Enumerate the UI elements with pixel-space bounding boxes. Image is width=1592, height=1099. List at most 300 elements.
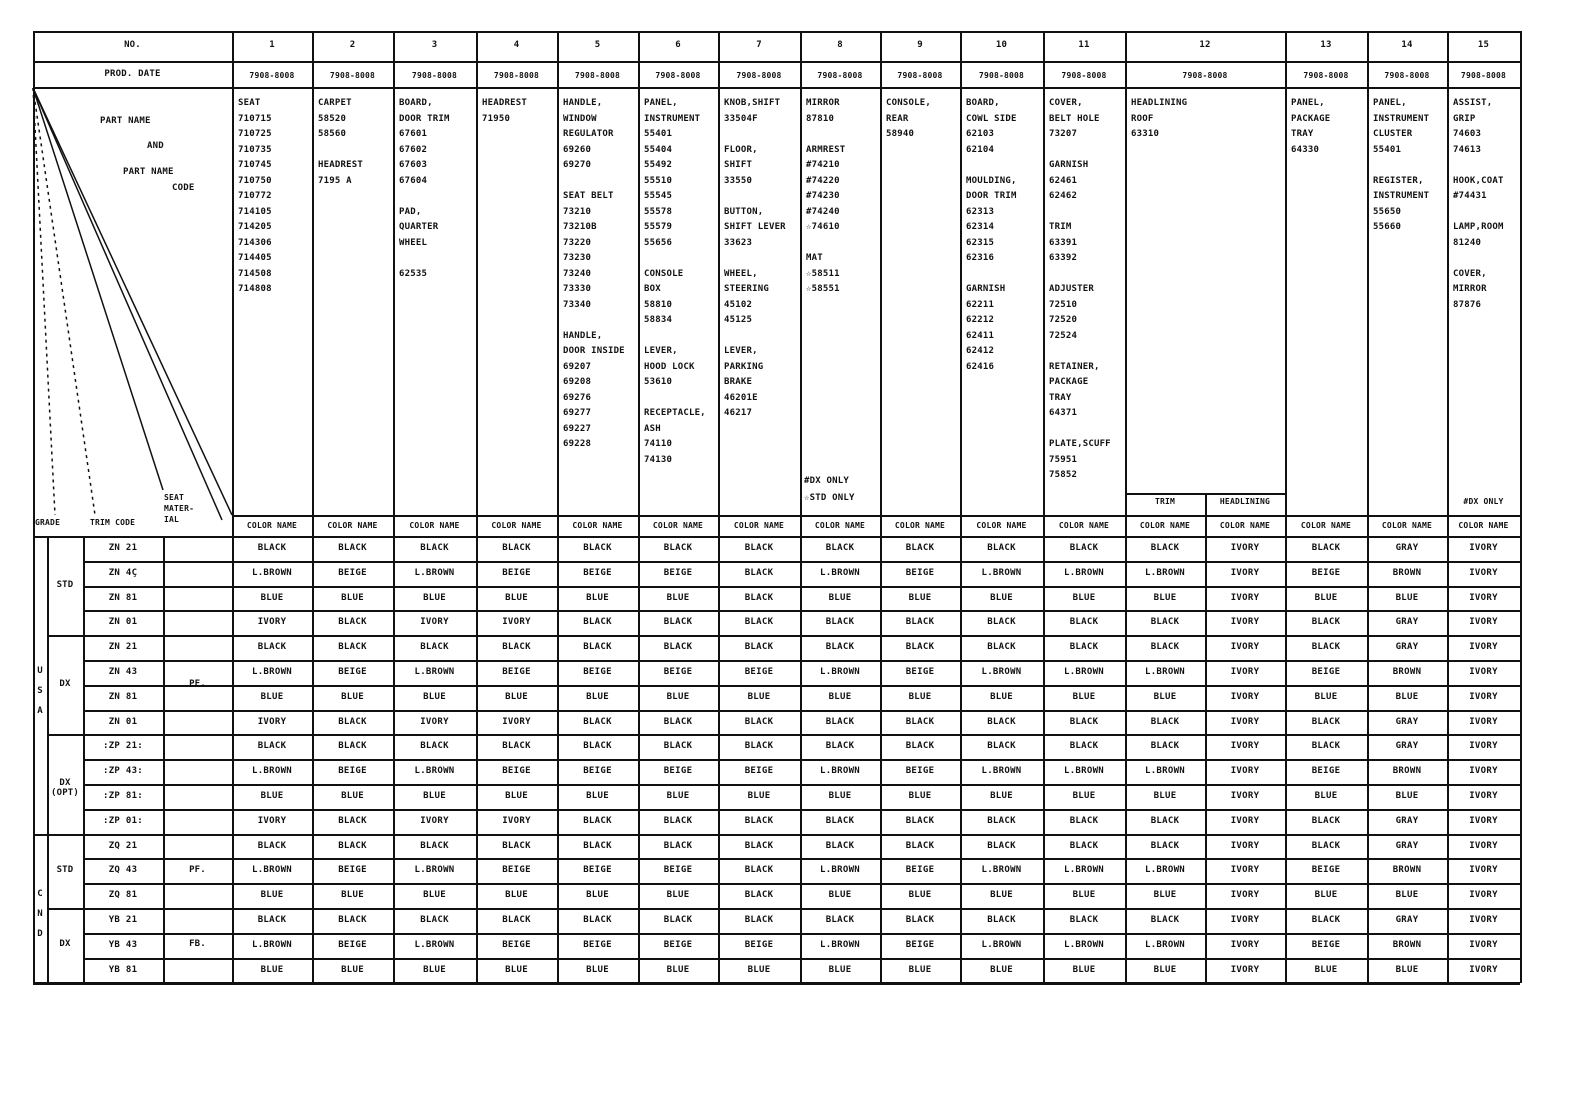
color-cell: BEIGE xyxy=(338,865,367,875)
part-entry: 55510 xyxy=(644,175,673,186)
color-cell: BLACK xyxy=(825,741,855,751)
color-cell: GRAY xyxy=(1395,816,1419,826)
part-entry: 710745 xyxy=(238,160,272,170)
color-cell: BLUE xyxy=(828,890,852,900)
color-cell: BLUE xyxy=(260,890,284,900)
part-entry: 55660 xyxy=(1373,222,1402,232)
column-prod-date: 7908-8008 xyxy=(1182,71,1228,80)
color-cell: BEIGE xyxy=(905,766,935,776)
part-entry: 73340 xyxy=(563,299,592,310)
color-cell: BLACK xyxy=(744,890,774,900)
part-entry: 55492 xyxy=(644,160,673,170)
part-entry: 67601 xyxy=(399,129,428,139)
grade-label: GRADE xyxy=(35,518,61,527)
color-name-label: COLOR NAME xyxy=(491,521,542,530)
color-cell: BLUE xyxy=(1395,692,1419,702)
color-cell: BLACK xyxy=(987,741,1016,751)
trim-code: ZQ 43 xyxy=(108,865,138,875)
part-entry: QUARTER xyxy=(399,222,439,232)
part-entry: DOOR TRIM xyxy=(966,191,1017,201)
column-number: 7 xyxy=(756,40,762,50)
color-cell: BLUE xyxy=(666,965,690,975)
row-line xyxy=(83,660,1520,662)
part-entry: BOARD, xyxy=(966,98,1000,108)
color-cell: BLACK xyxy=(1150,915,1180,925)
color-cell: BLUE xyxy=(260,593,284,603)
column-number: 11 xyxy=(1078,40,1090,50)
color-cell: BLACK xyxy=(583,741,612,751)
color-cell: BROWN xyxy=(1392,940,1422,950)
column-prod-date: 7908-8008 xyxy=(655,71,701,80)
color-name-label: COLOR NAME xyxy=(409,521,460,530)
color-cell: L.BROWN xyxy=(251,940,293,950)
row-line xyxy=(83,586,1520,588)
color-cell: BLACK xyxy=(1311,717,1341,727)
part-entry: 74130 xyxy=(644,454,673,465)
color-cell: BLUE xyxy=(260,791,284,801)
part-entry: 69260 xyxy=(563,144,592,155)
color-cell: BLUE xyxy=(1395,890,1419,900)
part-entry: 62416 xyxy=(966,361,995,372)
color-cell: BLACK xyxy=(905,816,935,826)
row-line xyxy=(83,734,1520,736)
color-cell: IVORY xyxy=(1230,890,1260,900)
color-cell: BEIGE xyxy=(583,940,612,950)
color-cell: BLUE xyxy=(505,890,528,900)
color-cell: L.BROWN xyxy=(981,667,1022,677)
part-entry: LEVER, xyxy=(724,346,758,356)
part-name-line4: CODE xyxy=(172,183,195,193)
part-entry: 73240 xyxy=(563,268,592,279)
part-entry: PACKAGE xyxy=(1291,113,1331,124)
color-cell: IVORY xyxy=(1469,642,1498,652)
row-line xyxy=(83,834,1520,836)
part-entry: 62313 xyxy=(966,206,995,217)
color-cell: L.BROWN xyxy=(981,568,1022,578)
color-cell: BLUE xyxy=(1072,890,1096,900)
part-entry: 69227 xyxy=(563,423,592,434)
column-number: 1 xyxy=(269,40,275,50)
diagonal-line xyxy=(33,88,55,515)
color-cell: BLUE xyxy=(1395,791,1419,801)
column-note: #DX ONLY xyxy=(804,476,849,486)
color-cell: BLACK xyxy=(583,642,612,652)
color-cell: BLACK xyxy=(257,642,287,652)
color-cell: BLACK xyxy=(744,568,774,578)
color-cell: BLACK xyxy=(663,717,693,727)
color-cell: BEIGE xyxy=(744,940,774,950)
color-cell: BLACK xyxy=(502,741,531,751)
part-entry: ARMREST xyxy=(806,144,846,155)
color-cell: BLUE xyxy=(1153,965,1177,975)
part-entry: TRIM xyxy=(1049,222,1072,232)
color-cell: BLUE xyxy=(586,791,609,801)
color-cell: IVORY xyxy=(502,717,531,727)
part-entry: 58834 xyxy=(644,315,673,325)
color-cell: IVORY xyxy=(1469,766,1498,776)
part-entry: 73220 xyxy=(563,237,592,248)
part-entry: ASSIST, xyxy=(1453,98,1493,108)
trim-code: ZN 21 xyxy=(108,642,138,652)
color-cell: IVORY xyxy=(257,717,287,727)
color-cell: BLUE xyxy=(990,593,1013,603)
part-entry: 62316 xyxy=(966,253,995,263)
part-entry: GARNISH xyxy=(966,284,1006,294)
column-prod-date: 7908-8008 xyxy=(817,71,863,80)
color-cell: IVORY xyxy=(1469,965,1498,975)
color-cell: BLACK xyxy=(744,741,774,751)
part-entry: MIRROR xyxy=(806,98,840,108)
color-cell: L.BROWN xyxy=(251,865,293,875)
part-entry: 710735 xyxy=(238,144,272,155)
color-cell: BROWN xyxy=(1392,568,1422,578)
color-cell: BLACK xyxy=(420,543,449,553)
row-line xyxy=(83,784,1520,786)
part-entry: COVER, xyxy=(1453,268,1487,279)
row-line xyxy=(83,858,1520,860)
column-number: 8 xyxy=(837,40,843,50)
color-cell: BLACK xyxy=(502,915,531,925)
color-cell: GRAY xyxy=(1395,642,1419,652)
part-entry: 72520 xyxy=(1049,315,1078,325)
color-cell: BEIGE xyxy=(338,568,367,578)
color-cell: BLACK xyxy=(338,915,367,925)
part-entry: #74431 xyxy=(1453,191,1487,201)
color-name-label: COLOR NAME xyxy=(246,521,298,530)
color-cell: BLACK xyxy=(338,816,367,826)
color-cell: BLUE xyxy=(423,965,446,975)
column-number: 15 xyxy=(1477,40,1490,50)
color-cell: IVORY xyxy=(420,617,449,627)
part-entry: BELT HOLE xyxy=(1049,113,1100,124)
color-cell: BEIGE xyxy=(583,865,612,875)
color-cell: BLACK xyxy=(257,741,287,751)
color-cell: L.BROWN xyxy=(819,940,861,950)
color-cell: BLUE xyxy=(990,791,1013,801)
part-entry: ASH xyxy=(644,423,661,434)
part-entry: 45125 xyxy=(724,315,753,325)
part-entry: 67602 xyxy=(399,144,428,155)
part-entry: CLUSTER xyxy=(1373,129,1413,139)
row-line xyxy=(83,958,1520,960)
color-cell: BLUE xyxy=(260,965,284,975)
part-entry: 62412 xyxy=(966,346,995,356)
color-cell: BLUE xyxy=(341,593,364,603)
part-entry: 69228 xyxy=(563,439,592,449)
color-cell: BLACK xyxy=(825,841,855,851)
diagonal-line xyxy=(33,88,95,515)
color-cell: BEIGE xyxy=(583,667,612,677)
color-cell: BLACK xyxy=(1311,915,1341,925)
color-cell: BLUE xyxy=(828,593,852,603)
part-entry: CONSOLE xyxy=(644,268,684,279)
part-entry: SEAT xyxy=(238,98,261,108)
color-cell: BLUE xyxy=(666,692,690,702)
part-entry: #74240 xyxy=(806,206,840,217)
part-name-line3: PART NAME xyxy=(123,167,174,177)
part-entry: 62411 xyxy=(966,330,995,341)
color-cell: IVORY xyxy=(420,816,449,826)
color-cell: BLACK xyxy=(663,642,693,652)
color-name-label: COLOR NAME xyxy=(327,521,378,530)
color-cell: BLACK xyxy=(583,841,612,851)
color-cell: IVORY xyxy=(257,617,287,627)
color-cell: BLACK xyxy=(257,841,287,851)
part-entry: ADJUSTER xyxy=(1049,284,1094,294)
part-entry: GRIP xyxy=(1453,113,1476,124)
color-cell: L.BROWN xyxy=(414,568,455,578)
grade-group-line xyxy=(47,635,83,637)
no-label: NO. xyxy=(124,40,141,50)
color-cell: L.BROWN xyxy=(414,667,455,677)
part-entry: 45102 xyxy=(724,299,753,310)
color-cell: BLUE xyxy=(341,890,364,900)
part-entry: REAR xyxy=(886,113,909,124)
color-cell: BLACK xyxy=(1311,642,1341,652)
color-cell: BLACK xyxy=(825,617,855,627)
color-cell: BLACK xyxy=(1311,816,1341,826)
part-entry: LEVER, xyxy=(644,346,678,356)
part-entry: HANDLE, xyxy=(563,98,603,108)
color-cell: BEIGE xyxy=(1311,940,1341,950)
part-entry: 62461 xyxy=(1049,175,1078,186)
column-note: ☆STD ONLY xyxy=(804,493,855,503)
color-cell: BLUE xyxy=(1314,593,1338,603)
diagonal-line xyxy=(33,88,163,490)
trim-code: YB 81 xyxy=(108,965,138,975)
grade-label-cell: STD xyxy=(56,865,74,875)
color-cell: BLUE xyxy=(505,692,528,702)
color-cell: BEIGE xyxy=(663,865,693,875)
color-cell: BLUE xyxy=(990,890,1013,900)
color-cell: BLUE xyxy=(586,890,609,900)
part-entry: 710772 xyxy=(238,191,272,201)
color-cell: BLACK xyxy=(338,642,367,652)
part-entry: HEADLINING xyxy=(1131,98,1188,108)
color-cell: BLACK xyxy=(420,642,449,652)
part-entry: COWL SIDE xyxy=(966,113,1017,124)
color-cell: BLACK xyxy=(1069,543,1099,553)
part-entry: ROOF xyxy=(1131,113,1154,124)
color-cell: BLACK xyxy=(583,617,612,627)
part-entry: PANEL, xyxy=(644,98,678,108)
color-cell: L.BROWN xyxy=(1144,940,1186,950)
part-entry: 87876 xyxy=(1453,299,1482,310)
grade-label-cell: DX (OPT) xyxy=(50,778,80,798)
trim-code: ZN 01 xyxy=(108,617,138,627)
part-entry: 55656 xyxy=(644,237,673,248)
color-cell: IVORY xyxy=(1230,940,1260,950)
color-cell: BLUE xyxy=(747,791,771,801)
color-cell: BLACK xyxy=(987,617,1016,627)
color-cell: BLACK xyxy=(744,642,774,652)
row-line xyxy=(83,759,1520,761)
color-cell: IVORY xyxy=(1230,865,1260,875)
part-entry: BUTTON, xyxy=(724,206,764,217)
color-cell: BEIGE xyxy=(338,667,367,677)
column-prod-date: 7908-8008 xyxy=(574,71,621,80)
column-number: 6 xyxy=(675,40,681,50)
part-entry: PAD, xyxy=(399,206,422,217)
part-entry: 33550 xyxy=(724,175,753,186)
color-cell: BLACK xyxy=(905,617,935,627)
color-cell: BLACK xyxy=(744,915,774,925)
color-cell: BLACK xyxy=(420,841,449,851)
column-prod-date: 7908-8008 xyxy=(1460,71,1507,80)
part-entry: 714808 xyxy=(238,284,272,294)
trim-code: YB 21 xyxy=(108,915,138,925)
grade-label-cell: DX xyxy=(59,679,71,689)
part-entry: 73207 xyxy=(1049,129,1078,139)
color-cell: BLUE xyxy=(586,692,609,702)
part-entry: 62211 xyxy=(966,299,995,310)
color-cell: BLUE xyxy=(260,692,284,702)
column-prod-date: 7908-8008 xyxy=(978,71,1025,80)
part-entry: HEADREST xyxy=(482,98,527,108)
color-cell: BEIGE xyxy=(663,667,693,677)
part-entry: 46201E xyxy=(724,392,758,403)
color-cell: BLUE xyxy=(1314,692,1338,702)
part-entry: 71950 xyxy=(482,113,511,124)
trim-code: ZN 43 xyxy=(108,667,138,677)
part-entry: BOX xyxy=(644,284,661,294)
part-entry: 46217 xyxy=(724,408,753,418)
color-cell: BLACK xyxy=(1311,543,1341,553)
color-cell: BLACK xyxy=(1150,816,1180,826)
color-cell: BLUE xyxy=(908,791,932,801)
color-cell: BLACK xyxy=(744,543,774,553)
color-cell: IVORY xyxy=(1230,642,1260,652)
part-entry: PLATE,SCUFF xyxy=(1049,439,1111,449)
part-entry: #74220 xyxy=(806,175,840,186)
color-cell: GRAY xyxy=(1395,617,1419,627)
color-cell: IVORY xyxy=(1469,717,1498,727)
part-entry: 73330 xyxy=(563,284,592,294)
color-cell: BLACK xyxy=(987,642,1016,652)
trim-code: ZQ 21 xyxy=(108,841,138,851)
color-cell: BLACK xyxy=(257,543,287,553)
color-cell: GRAY xyxy=(1395,717,1419,727)
color-cell: IVORY xyxy=(1230,915,1260,925)
color-name-label: COLOR NAME xyxy=(1219,521,1271,530)
trim-code: YB 43 xyxy=(108,940,138,950)
region-divider xyxy=(47,536,49,983)
region-label: U S A xyxy=(37,666,43,716)
color-cell: BEIGE xyxy=(583,766,612,776)
color-cell: BLUE xyxy=(828,692,852,702)
part-entry: 63310 xyxy=(1131,129,1160,139)
color-cell: IVORY xyxy=(1230,667,1260,677)
color-cell: BLACK xyxy=(1069,915,1099,925)
part-entry: PARKING xyxy=(724,361,764,372)
color-cell: BLUE xyxy=(1153,890,1177,900)
color-cell: BEIGE xyxy=(905,667,935,677)
trim-code: ZQ 81 xyxy=(108,890,138,900)
color-cell: BLACK xyxy=(987,841,1016,851)
color-cell: L.BROWN xyxy=(251,568,293,578)
color-cell: BLUE xyxy=(1072,791,1096,801)
part-entry: 69207 xyxy=(563,361,592,372)
color-cell: GRAY xyxy=(1395,741,1419,751)
color-cell: BLACK xyxy=(905,915,935,925)
color-cell: BLACK xyxy=(338,617,367,627)
color-cell: L.BROWN xyxy=(251,766,293,776)
col12-headlining-label: HEADLINING xyxy=(1219,497,1271,506)
color-name-label: COLOR NAME xyxy=(814,521,866,530)
column-prod-date: 7908-8008 xyxy=(411,71,458,80)
color-cell: BLACK xyxy=(420,741,449,751)
part-entry: REGISTER, xyxy=(1373,175,1424,186)
part-entry: 69270 xyxy=(563,160,592,170)
color-cell: BLACK xyxy=(1311,841,1341,851)
color-cell: BEIGE xyxy=(663,766,693,776)
color-cell: BLUE xyxy=(505,791,528,801)
part-entry: MAT xyxy=(806,253,823,263)
row-line xyxy=(83,561,1520,563)
part-entry: 55578 xyxy=(644,206,673,217)
color-cell: BLACK xyxy=(583,717,612,727)
color-cell: IVORY xyxy=(1230,617,1260,627)
color-cell: BLACK xyxy=(987,543,1016,553)
part-entry: LAMP,ROOM xyxy=(1453,222,1504,232)
color-cell: L.BROWN xyxy=(414,865,455,875)
part-entry: 62314 xyxy=(966,222,995,232)
color-cell: BLACK xyxy=(257,915,287,925)
color-cell: BLUE xyxy=(1314,791,1338,801)
trim-code: :ZP 81: xyxy=(102,791,144,801)
column-number: 2 xyxy=(349,40,356,50)
column-prod-date: 7908-8008 xyxy=(736,71,782,80)
part-entry: DOOR INSIDE xyxy=(563,346,625,356)
color-cell: BLUE xyxy=(666,890,690,900)
material-divider xyxy=(163,536,165,983)
part-entry: 714508 xyxy=(238,268,272,279)
part-entry: 55404 xyxy=(644,144,673,155)
color-cell: BLUE xyxy=(1072,965,1096,975)
color-cell: L.BROWN xyxy=(1144,568,1186,578)
part-entry: ☆58551 xyxy=(806,284,840,294)
color-cell: BLUE xyxy=(908,890,932,900)
color-cell: L.BROWN xyxy=(819,667,861,677)
part-entry: MOULDING, xyxy=(966,175,1017,186)
color-cell: IVORY xyxy=(1469,667,1498,677)
color-cell: BLACK xyxy=(744,865,774,875)
color-cell: BLUE xyxy=(666,593,690,603)
color-cell: L.BROWN xyxy=(1063,568,1105,578)
color-cell: IVORY xyxy=(1230,816,1260,826)
color-cell: BLACK xyxy=(825,642,855,652)
color-cell: BLACK xyxy=(744,816,774,826)
color-cell: BEIGE xyxy=(744,766,774,776)
trim-divider xyxy=(83,536,85,983)
color-cell: BEIGE xyxy=(502,940,531,950)
seat-material-label: IAL xyxy=(164,515,180,524)
column-prod-date: 7908-8008 xyxy=(329,71,376,80)
diagonal-line xyxy=(33,88,232,515)
color-cell: L.BROWN xyxy=(1063,766,1105,776)
color-cell: BLUE xyxy=(505,593,528,603)
color-cell: BEIGE xyxy=(338,766,367,776)
trim-code: :ZP 43: xyxy=(102,766,144,776)
part-entry: 67604 xyxy=(399,175,428,186)
color-cell: BLACK xyxy=(1069,816,1099,826)
column-prod-date: 7908-8008 xyxy=(1303,71,1349,80)
color-cell: BLUE xyxy=(908,692,932,702)
color-cell: IVORY xyxy=(1230,692,1260,702)
part-entry: 55401 xyxy=(644,129,673,139)
part-entry: 63392 xyxy=(1049,253,1078,263)
color-cell: BLACK xyxy=(987,816,1016,826)
